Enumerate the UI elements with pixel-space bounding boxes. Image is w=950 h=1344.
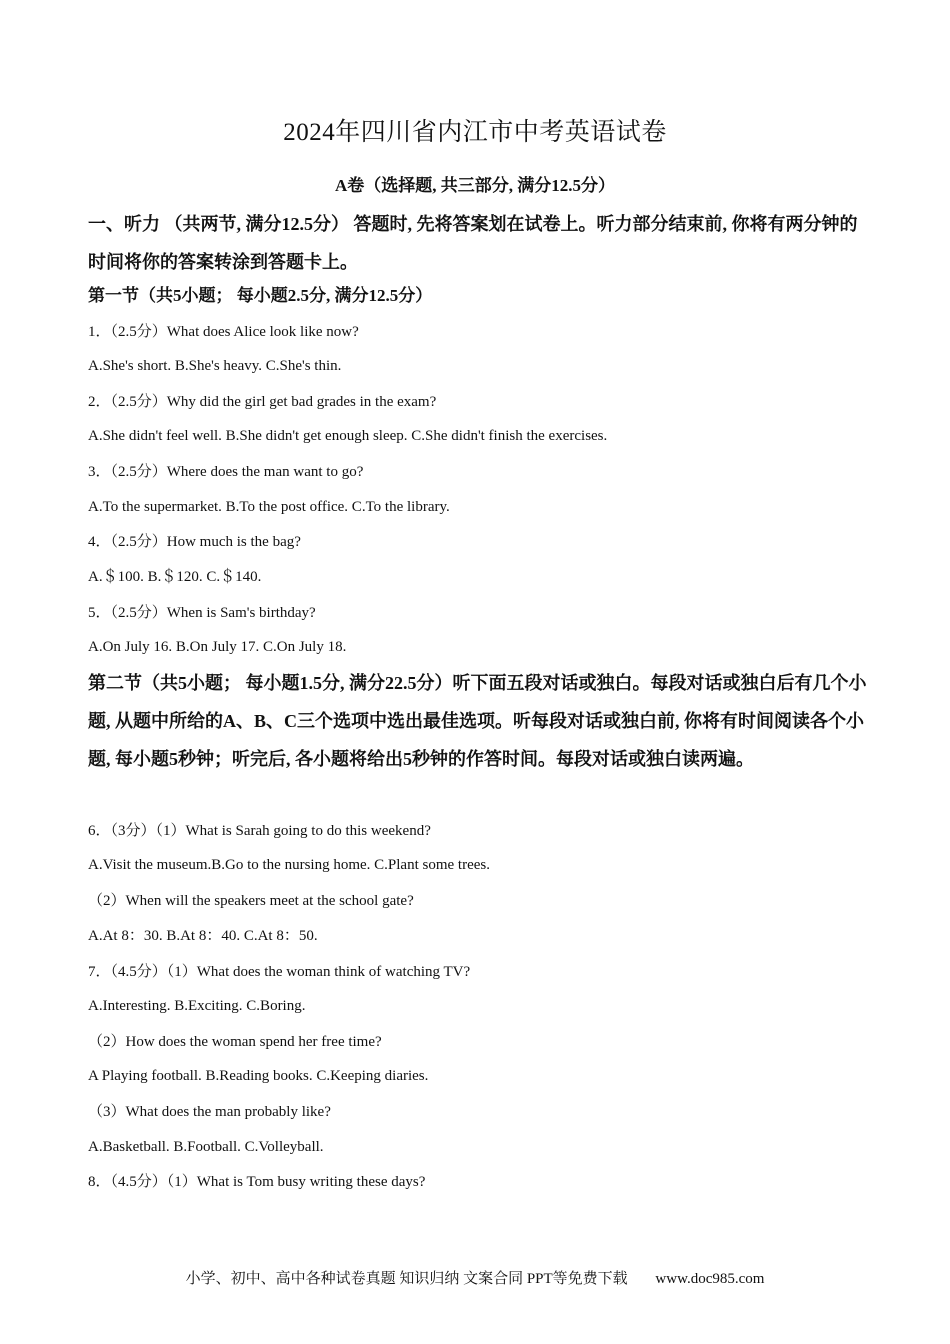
section-one-heading: 第一节（共5小题； 每小题2.5分, 满分12.5分） [88, 286, 433, 305]
question-2: 2．（2.5分）Why did the girl get bad grades in the exam? [88, 394, 437, 410]
question-7-part-1: 7．（4.5分）（1）What does the woman think of watching TV? [88, 964, 471, 980]
question-6-part-2-options: A.At 8：30. B.At 8：40. C.At 8：50. [88, 928, 318, 944]
question-5-options: A.On July 16. B.On July 17. C.On July 18. [88, 639, 347, 655]
volume-a-heading: A卷（选择题, 共三部分, 满分12.5分） [334, 176, 616, 195]
question-7-part-2: （2）How does the woman spend her free time? [88, 1034, 382, 1050]
question-3: 3．（2.5分）Where does the man want to go? [88, 464, 364, 480]
section-two-instructions: 第二节（共5小题； 每小题1.5分, 满分22.5分）听下面五段对话或独白。每段对话或独白后有几个小题, 从题中所给的A、B、C三个选项中选出最佳选项。听每段对话或独白前, 你将有时间阅读各个小题, 每小题5秒钟；听完后, 各小题将给出5秒钟的作答时间。每段对话或独白读两遍。 [88, 673, 867, 769]
question-4-options: A.＄100. B.＄120. C.＄140. [88, 569, 262, 585]
question-3-options: A.To the supermarket. B.To the post office. C.To the library. [88, 499, 450, 515]
question-2-options: A.She didn't feel well. B.She didn't get enough sleep. C.She didn't finish the exercises. [88, 428, 608, 444]
question-5: 5．（2.5分）When is Sam's birthday? [88, 605, 316, 621]
footer-slogan: 小学、初中、高中各种试卷真题 知识归纳 文案合同 PPT等免费下载 [185, 1271, 628, 1287]
footer-website-link[interactable]: www.doc985.com [655, 1271, 765, 1287]
listening-part-instructions: 一、听力 （共两节, 满分12.5分） 答题时, 先将答案划在试卷上。听力部分结束前, 你将有两分钟的时间将你的答案转涂到答题卡上。 [88, 214, 858, 272]
question-1-options: A.She's short. B.She's heavy. C.She's thin. [88, 358, 342, 374]
page-title: 2024年四川省内江市中考英语试卷 [283, 119, 667, 146]
question-8-part-1: 8．（4.5分）（1）What is Tom busy writing these days? [88, 1174, 426, 1190]
question-7-part-2-options: A Playing football. B.Reading books. C.Keeping diaries. [88, 1068, 429, 1084]
question-1: 1．（2.5分）What does Alice look like now? [88, 324, 359, 340]
page-footer [0, 1268, 950, 1290]
question-7-part-1-options: A.Interesting. B.Exciting. C.Boring. [88, 998, 306, 1014]
question-4: 4．（2.5分）How much is the bag? [88, 534, 301, 550]
question-6-part-2: （2）When will the speakers meet at the school gate? [88, 893, 414, 909]
question-6-part-1: 6．（3分）（1）What is Sarah going to do this weekend? [88, 823, 431, 839]
question-7-part-3: （3）What does the man probably like? [88, 1104, 331, 1120]
question-7-part-3-options: A.Basketball. B.Football. C.Volleyball. [88, 1139, 324, 1155]
question-6-part-1-options: A.Visit the museum.B.Go to the nursing home. C.Plant some trees. [88, 857, 490, 873]
